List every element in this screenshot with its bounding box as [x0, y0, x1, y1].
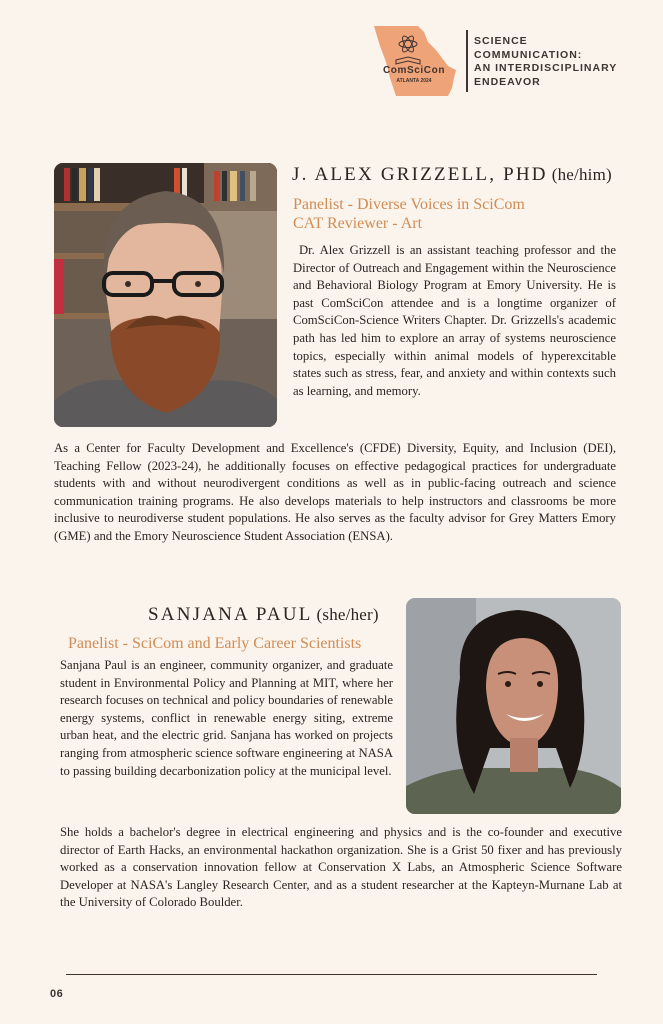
panelist-bio-paragraph: Dr. Alex Grizzell is an assistant teaching professor and the Director of Outreach and Engagement within the Neuroscience and Behavioral Biology Program at Emory University. He is past ComSciCon attendee and is a longtime organizer of ComSciCon-Science Writers Chapter. Dr. Grizzells's academic path has led him to explore an array of systems neuroscience topics, especially within animal models of hyperexcitable states such as stress, fear, and anxiety and within contexts such as learning, and memory.	[293, 243, 616, 398]
comscicon-logo	[368, 22, 466, 98]
logo-subtext: ATLANTA 2024	[396, 78, 432, 84]
panelist-name: SANJANA PAUL	[148, 604, 313, 625]
panelist-role: Panelist - Diverse Voices in SciCom	[293, 196, 525, 213]
panelist-roles	[293, 195, 525, 233]
footer-divider	[66, 974, 597, 975]
header-title	[474, 35, 654, 89]
panelist-bio-paragraph: She holds a bachelor's degree in electrical engineering and physics and is the co-founder and executive director of Earth Hacks, an environmental hackathon organization. She is a Grist 50 fixer and has previously worked as a conservation innovation fellow at Conservation X Labs, an Atmospheric Science Software Developer at NASA's Langley Research Center, and as a student researcher at the Kapteyn-Murnane Lab at the University of Colorado Boulder.	[60, 825, 622, 910]
panelist-role: CAT Reviewer - Art	[293, 215, 423, 232]
panelist-bio-paragraph: As a Center for Faculty Development and Excellence's (CFDE) Diversity, Equity, and Inclusion (DEI), Teaching Fellow (2023-24), he additionally focuses on effective pedagogical practices for undergraduate students with and without neurodivergent conditions as well as in public-facing outreach and science communication training programs. He also develops materials to help instructors and classrooms be more inclusive to neurodiverse student populations. He also serves as the faculty advisor for Grey Matters Emory (GME) and the Emory Neuroscience Student Association (ENSA).	[54, 441, 616, 543]
panelist-name-heading	[292, 164, 612, 186]
georgia-state-shape	[374, 26, 456, 96]
header-title-line: COMMUNICATION:	[474, 48, 583, 61]
panelist-photo-paul	[406, 598, 621, 814]
panelist-bio-paragraph: Sanjana Paul is an engineer, community organizer, and graduate student in Environmental Policy and Planning at MIT, where her research focuses on technical and policy boundaries of renewable energy systems, conflict in renewable energy siting, extreme urban heat, and the electric grid. Sanjana has worked on projects ranging from atmospheric science software engineering at NASA to passing building decarbonization policy at the municipal level.	[60, 658, 393, 778]
header-divider	[466, 30, 468, 92]
panelist-name-heading	[148, 604, 379, 626]
panelist-name: J. ALEX GRIZZELL, PHD	[292, 164, 548, 185]
header-title-line: AN INTERDISCIPLINARY	[474, 62, 618, 74]
panelist-pronouns: (he/him)	[551, 165, 612, 184]
panelist-pronouns: (she/her)	[316, 605, 379, 624]
header-title-line: SCIENCE	[474, 35, 528, 47]
page-number: 06	[50, 988, 64, 1000]
header-title-line: ENDEAVOR	[474, 75, 541, 88]
panelist-photo-grizzell	[54, 163, 277, 427]
logo-text: ComSciCon	[382, 65, 446, 76]
panelist-role: Panelist - SciCom and Early Career Scientists	[68, 635, 362, 652]
